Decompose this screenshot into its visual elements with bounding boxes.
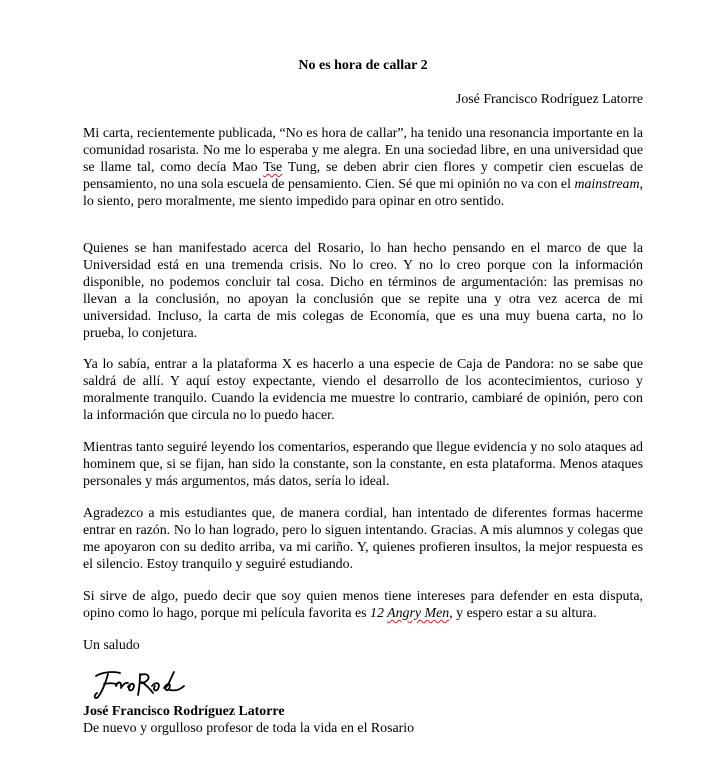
paragraph-4: Mientras tanto seguiré leyendo los comentarios, esperando que llegue evidencia y no solo ataques ad hominem que, si se fijan, han sido la constante, son la constante, en esta plataforma. Menos ataques personales y más argumentos, más datos, sería lo ideal. [83,440,643,489]
signature-role: De nuevo y orgulloso profesor de toda la vida en el Rosario [83,721,415,736]
movie-title: Angry Men [387,606,450,621]
paragraph-6-text-a: Si sirve de algo, puedo decir que soy quien menos tiene intereses para defender en esta disputa, opino como lo hago, porque mi película favorita es [83,589,643,621]
paragraph-3: Ya lo sabía, entrar a la plataforma X es hacerlo a una especie de Caja de Pandora: no se sabe que saldrá de allí. Y aquí estoy expectante, viendo el desarrollo de los acontecimientos, curioso y moralmente tranquilo. Cuando la evidencia me muestre lo contrario, cambiaré de opinión, pero con la información que circula no lo puedo hacer. [83,357,643,423]
signature-name: José Francisco Rodríguez Latorre [83,704,285,719]
paragraph-1 [83,125,643,210]
spellcheck-word: Tse [263,160,283,175]
movie-title-part: 12 [370,606,388,621]
paragraph-2: Quienes se han manifestado acerca del Rosario, lo han hecho pensando en el marco de que la Universidad está en una tremenda crisis. No lo creo. Y no lo creo porque con la información disponible, no podemos concluir tal cosa. Dicho en términos de argumentación: las premisas no llevan a la conclusión, no apoyan la conclusión que se repite una y otra vez acerca de mi universidad. Incluso, la carta de mis colegas de Economía, que es una muy buena carta, no lo prueba, lo conjetura. [83,241,643,341]
author-header: José Francisco Rodríguez Latorre [455,92,643,107]
paragraph-6 [83,588,643,622]
paragraph-1-text-e: , lo siento, pero moralmente, me siento impedido para opinar en otro sentido. [83,177,643,209]
handwritten-signature [90,664,200,702]
paragraph-1-italic: mainstream [574,177,640,192]
paragraph-1-text-a: Mi carta, recientemente publicada, “No es hora de callar”, ha tenido una resonancia importante en la comunidad rosarista. No me lo esperaba y me alegra. En una sociedad libre, en una universidad que se llame tal, como decía Mao [83,126,643,175]
paragraph-5: Agradezco a mis estudiantes que, de manera cordial, han intentado de diferentes formas hacerme entrar en razón. No lo han logrado, pero lo siguen intentando. Gracias. A mis alumnos y colegas que me apoyaron con su dedito arriba, va mi cariño. Y, quienes profieren insultos, la mejor respuesta es el silencio. Estoy tranquilo y seguiré estudiando. [83,506,643,572]
closing-text: Un saludo [83,638,140,653]
paragraph-6-text-d: , y espero estar a su altura. [449,606,597,621]
document-title: No es hora de callar 2 [298,58,428,73]
paragraph-1-text-c: Tung, se deben abrir cien flores y competir cien escuelas de pensamiento, no una sola escuela de pensamiento. Cien. Sé que mi opinión no va con el [83,160,643,192]
